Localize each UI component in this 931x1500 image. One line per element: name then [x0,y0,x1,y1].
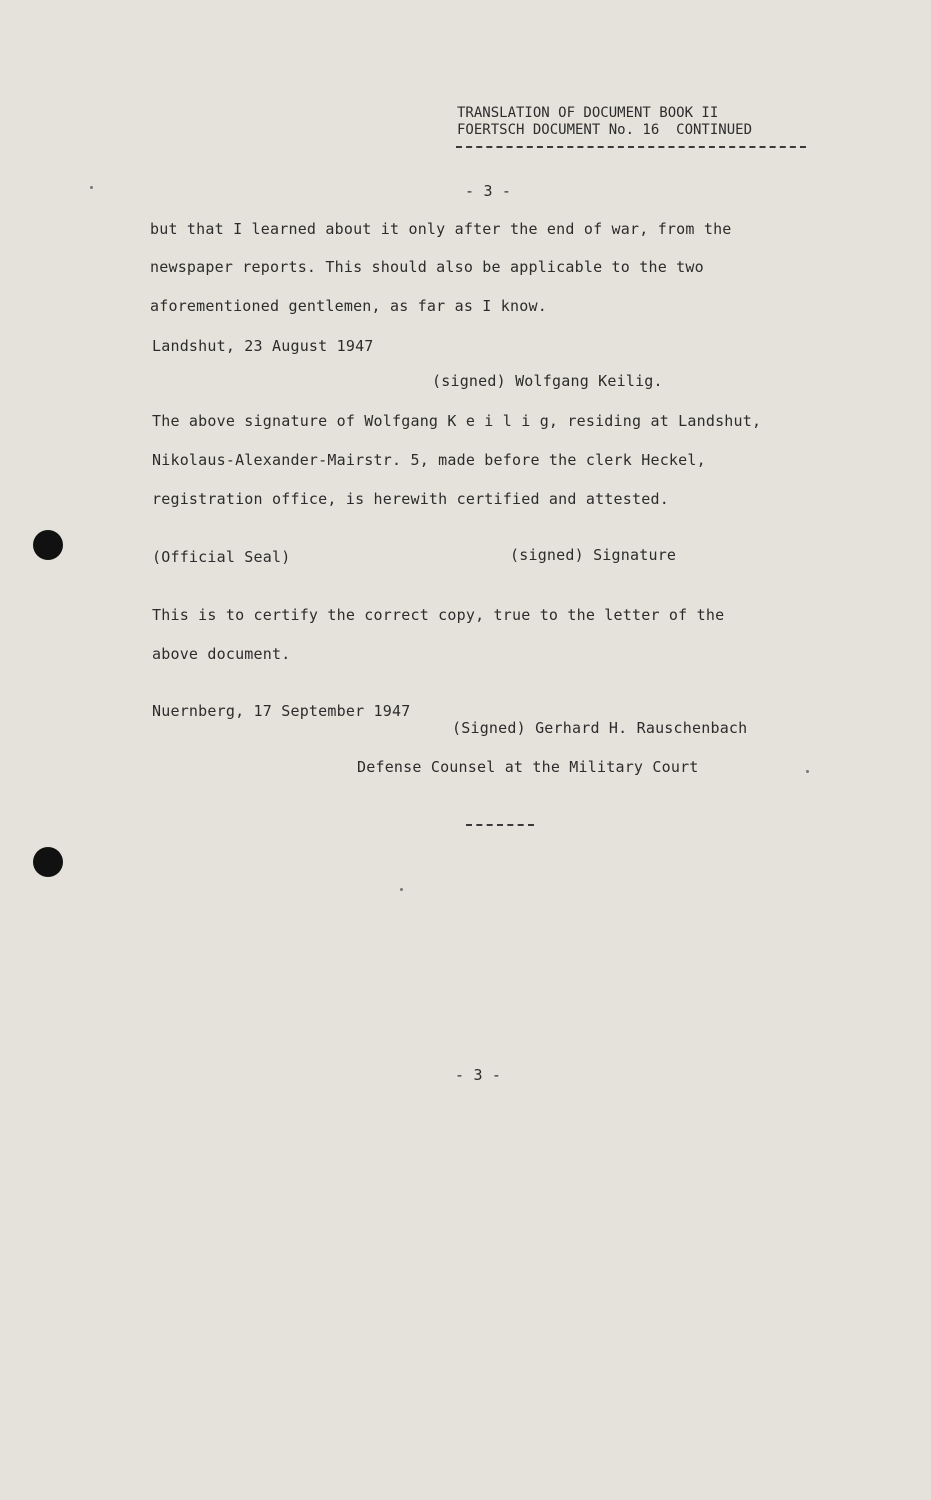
official-seal: (Official Seal) [152,548,291,566]
closing-dashed-rule [466,824,534,826]
paragraph-1-line-3: aforementioned gentlemen, as far as I know. [150,297,547,315]
signature-rauschenbach: (Signed) Gerhard H. Rauschenbach [452,719,748,737]
header-title-line-2: FOERTSCH DOCUMENT No. 16 CONTINUED [457,122,753,138]
header-dashed-rule [456,146,806,148]
paper-speck [400,888,403,891]
signature-keilig: (signed) Wolfgang Keilig. [432,372,663,390]
header-title-line-1: TRANSLATION OF DOCUMENT BOOK II [457,105,719,121]
paper-speck [806,770,809,773]
signature-official: (signed) Signature [510,546,677,564]
page-number-bottom: - 3 - [455,1066,502,1084]
paragraph-3-line-1: This is to certify the correct copy, true to the letter of the [152,606,725,624]
paragraph-2-line-2: Nikolaus-Alexander-Mairstr. 5, made before the clerk Heckel, [152,451,706,469]
place-date-nuernberg: Nuernberg, 17 September 1947 [152,702,411,720]
paragraph-2-line-3: registration office, is herewith certified and attested. [152,490,669,508]
paragraph-1-line-2: newspaper reports. This should also be applicable to the two [150,258,704,276]
page-number-top: - 3 - [465,182,512,200]
paper-speck [90,186,93,189]
signer-role: Defense Counsel at the Military Court [357,758,699,776]
punch-hole-upper [33,530,63,560]
paragraph-2-line-1: The above signature of Wolfgang K e i l i g, residing at Landshut, [152,412,762,430]
paragraph-3-line-2: above document. [152,645,291,663]
paragraph-1-line-1: but that I learned about it only after the end of war, from the [150,220,732,238]
punch-hole-lower [33,847,63,877]
place-date-landshut: Landshut, 23 August 1947 [152,337,374,355]
